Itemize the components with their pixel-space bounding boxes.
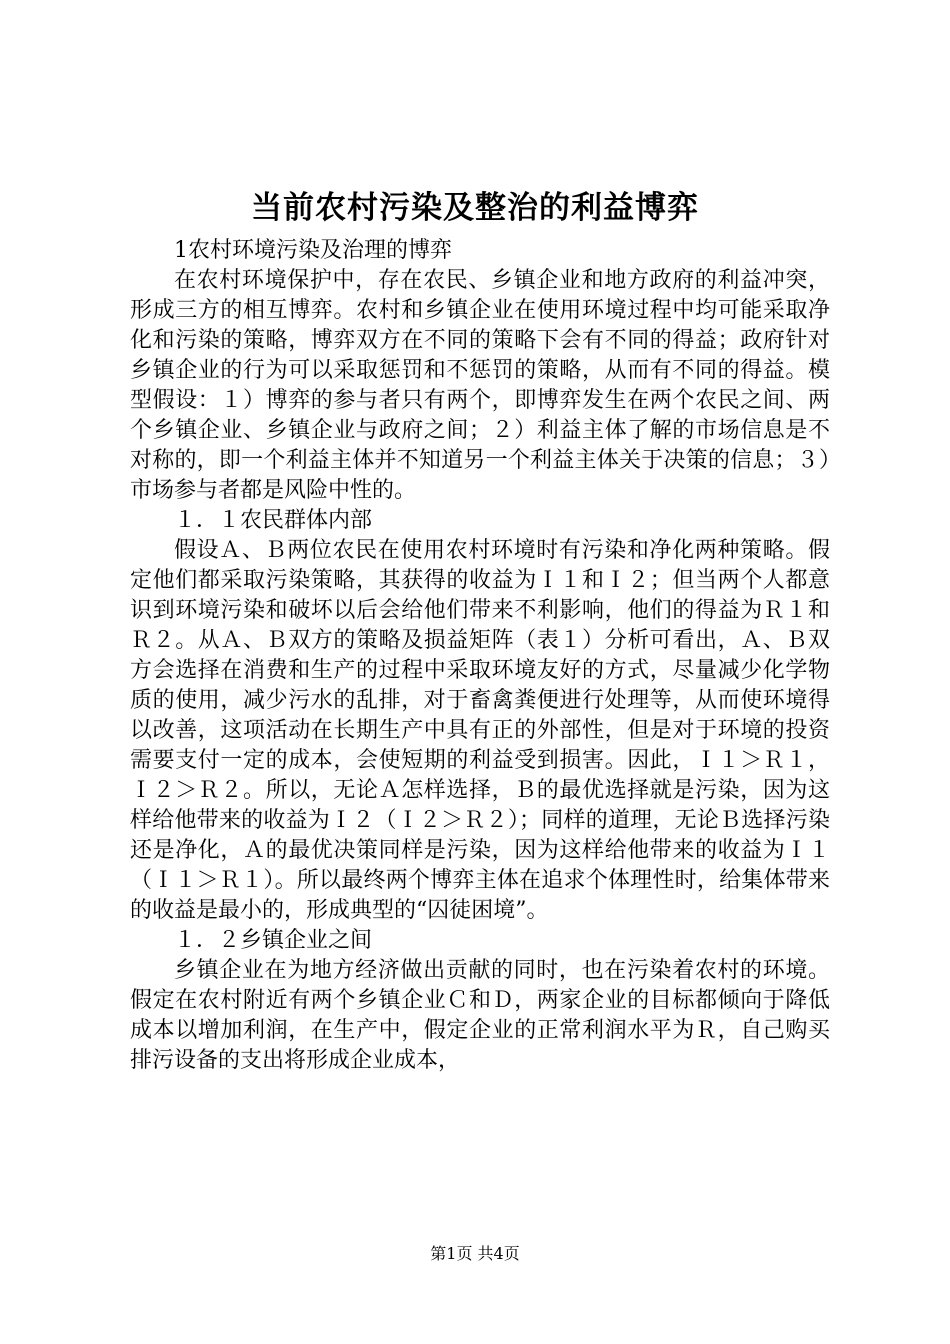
- section-paragraph-1-2: 乡镇企业在为地方经济做出贡献的同时，也在污染着农村的环境。假定在农村附近有两个乡镇企业Ｃ和Ｄ，两家企业的目标都倾向于降低成本以增加利润，在生产中，假定企业的正常利润水平为Ｒ，自己购买排污设备的支出将形成企业成本，: [130, 958, 830, 1073]
- document-body: [130, 236, 830, 1076]
- section-heading-1-2: １．２乡镇企业之间: [174, 928, 373, 953]
- page-number-footer: 第1页 共4页: [430, 1244, 520, 1263]
- document-title: 当前农村污染及整治的利益博弈: [251, 190, 699, 226]
- section-heading-1-1: １．１农民群体内部: [174, 508, 373, 533]
- section-paragraph-1-1: 假设Ａ、Ｂ两位农民在使用农村环境时有污染和净化两种策略。假定他们都采取污染策略，其获得的收益为Ｉ１和Ｉ２；但当两个人都意识到环境污染和破坏以后会给他们带来不利影响，他们的得益为Ｒ１和Ｒ２。从Ａ、Ｂ双方的策略及损益矩阵（表１）分析可看出，Ａ、Ｂ双方会选择在消费和生产的过程中采取环境友好的方式，尽量减少化学物质的使用，减少污水的乱排，对于畜禽粪便进行处理等，从而使环境得以改善，这项活动在长期生产中具有正的外部性，但是对于环境的投资需要支付一定的成本，会使短期的利益受到损害。因此，Ｉ１＞Ｒ１，Ｉ２＞Ｒ２。所以，无论Ａ怎样选择，Ｂ的最优选择就是污染，因为这样给他带来的收益为Ｉ２（Ｉ２＞Ｒ２）；同样的道理，无论Ｂ选择污染还是净化，Ａ的最优决策同样是污染，因为这样给他带来的收益为Ｉ１（Ｉ１＞Ｒ１）。所以最终两个博弈主体在追求个体理性时，给集体带来的收益是最小的，形成典型的“囚徒困境”。: [130, 538, 830, 923]
- section-paragraph-1: 在农村环境保护中，存在农民、乡镇企业和地方政府的利益冲突，形成三方的相互博弈。农村和乡镇企业在使用环境过程中均可能采取净化和污染的策略，博弈双方在不同的策略下会有不同的得益；政府针对乡镇企业的行为可以采取惩罚和不惩罚的策略，从而有不同的得益。模型假设：１）博弈的参与者只有两个，即博弈发生在两个农民之间、两个乡镇企业、乡镇企业与政府之间；２）利益主体了解的市场信息是不对称的，即一个利益主体并不知道另一个利益主体关于决策的信息；３）市场参与者都是风险中性的。: [130, 268, 830, 503]
- section-heading-1: 1农村环境污染及治理的博弈: [174, 238, 452, 263]
